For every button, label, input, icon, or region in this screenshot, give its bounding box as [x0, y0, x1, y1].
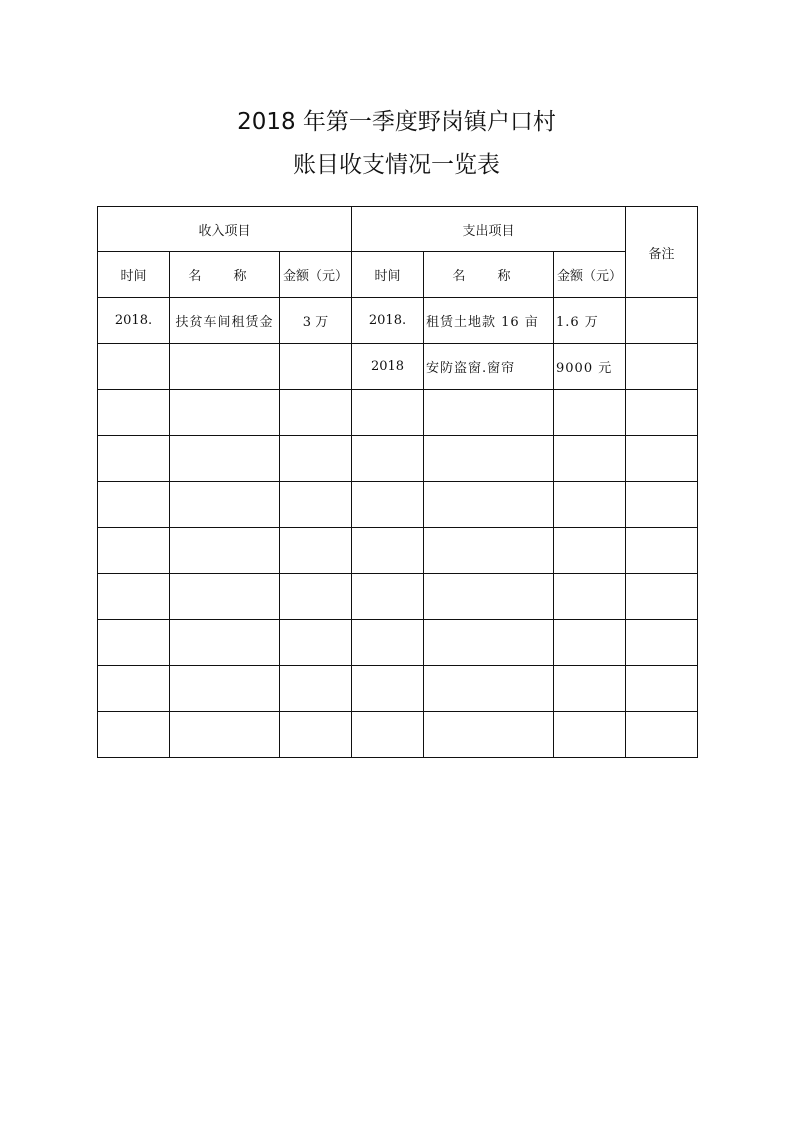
expense-amount-cell — [554, 620, 626, 666]
expense-name-cell — [424, 482, 554, 528]
income-name-cell — [170, 712, 280, 758]
remark-cell — [626, 666, 698, 712]
expense-amount-cell: 9000 元 — [554, 344, 626, 390]
expense-name-cell — [424, 620, 554, 666]
table-row — [98, 436, 698, 482]
income-name-cell — [170, 482, 280, 528]
expense-time-cell — [352, 436, 424, 482]
remark-cell — [626, 712, 698, 758]
expense-time-header: 时间 — [352, 252, 424, 298]
income-amount-cell — [280, 436, 352, 482]
income-amount-cell: 3 万 — [280, 298, 352, 344]
income-time-cell — [98, 528, 170, 574]
table-row — [98, 298, 698, 344]
income-amount-cell — [280, 712, 352, 758]
remark-cell — [626, 482, 698, 528]
expense-name-cell: 安防盗窗.窗帘 — [424, 344, 554, 390]
expense-amount-cell — [554, 666, 626, 712]
expense-amount-cell: 1.6 万 — [554, 298, 626, 344]
expense-name-cell — [424, 528, 554, 574]
income-amount-cell — [280, 620, 352, 666]
income-amount-cell — [280, 390, 352, 436]
expense-name-cell — [424, 712, 554, 758]
expense-time-cell — [352, 390, 424, 436]
table-row — [98, 574, 698, 620]
income-time-header: 时间 — [98, 252, 170, 298]
page-title-line-2: 账目收支情况一览表 — [293, 152, 500, 178]
expense-time-cell: 2018 — [352, 344, 424, 390]
income-header: 收入项目 — [98, 207, 352, 252]
remark-cell — [626, 574, 698, 620]
ledger-body — [98, 298, 698, 758]
income-name-cell — [170, 344, 280, 390]
income-time-cell — [98, 666, 170, 712]
remark-cell — [626, 620, 698, 666]
expense-time-cell — [352, 712, 424, 758]
income-time-cell: 2018. — [98, 298, 170, 344]
expense-amount-cell — [554, 574, 626, 620]
table-row — [98, 712, 698, 758]
income-name-cell — [170, 390, 280, 436]
expense-header: 支出项目 — [352, 207, 626, 252]
table-row — [98, 344, 698, 390]
income-time-cell — [98, 344, 170, 390]
expense-name-header: 名 称 — [424, 252, 554, 298]
income-name-cell — [170, 620, 280, 666]
expense-amount-cell — [554, 482, 626, 528]
income-time-cell — [98, 390, 170, 436]
remark-cell — [626, 298, 698, 344]
income-amount-cell — [280, 574, 352, 620]
income-name-cell — [170, 436, 280, 482]
income-time-cell — [98, 712, 170, 758]
table-row — [98, 666, 698, 712]
table-row — [98, 620, 698, 666]
expense-name-cell — [424, 666, 554, 712]
expense-time-cell — [352, 482, 424, 528]
expense-amount-cell — [554, 390, 626, 436]
income-time-cell — [98, 482, 170, 528]
income-name-header: 名 称 — [170, 252, 280, 298]
expense-time-cell — [352, 620, 424, 666]
remark-cell — [626, 528, 698, 574]
income-name-cell — [170, 574, 280, 620]
page-title-line-1: 2018 年第一季度野岗镇户口村 — [237, 109, 556, 135]
table-row — [98, 390, 698, 436]
expense-amount-cell — [554, 436, 626, 482]
income-time-cell — [98, 620, 170, 666]
income-amount-header: 金额（元） — [280, 252, 352, 298]
income-amount-cell — [280, 344, 352, 390]
remark-header: 备注 — [626, 207, 698, 298]
income-amount-cell — [280, 666, 352, 712]
expense-name-cell — [424, 390, 554, 436]
income-name-cell — [170, 666, 280, 712]
expense-name-cell — [424, 436, 554, 482]
expense-time-cell: 2018. — [352, 298, 424, 344]
income-amount-cell — [280, 528, 352, 574]
remark-cell — [626, 436, 698, 482]
table-row — [98, 482, 698, 528]
income-name-cell: 扶贫车间租赁金 — [170, 298, 280, 344]
income-time-cell — [98, 574, 170, 620]
income-time-cell — [98, 436, 170, 482]
expense-amount-cell — [554, 712, 626, 758]
ledger-table — [97, 206, 698, 758]
expense-name-cell — [424, 574, 554, 620]
expense-amount-header: 金额（元） — [554, 252, 626, 298]
remark-cell — [626, 344, 698, 390]
expense-time-cell — [352, 528, 424, 574]
income-name-cell — [170, 528, 280, 574]
table-row — [98, 528, 698, 574]
expense-time-cell — [352, 574, 424, 620]
expense-amount-cell — [554, 528, 626, 574]
remark-cell — [626, 390, 698, 436]
income-amount-cell — [280, 482, 352, 528]
expense-name-cell: 租赁土地款 16 亩 — [424, 298, 554, 344]
expense-time-cell — [352, 666, 424, 712]
